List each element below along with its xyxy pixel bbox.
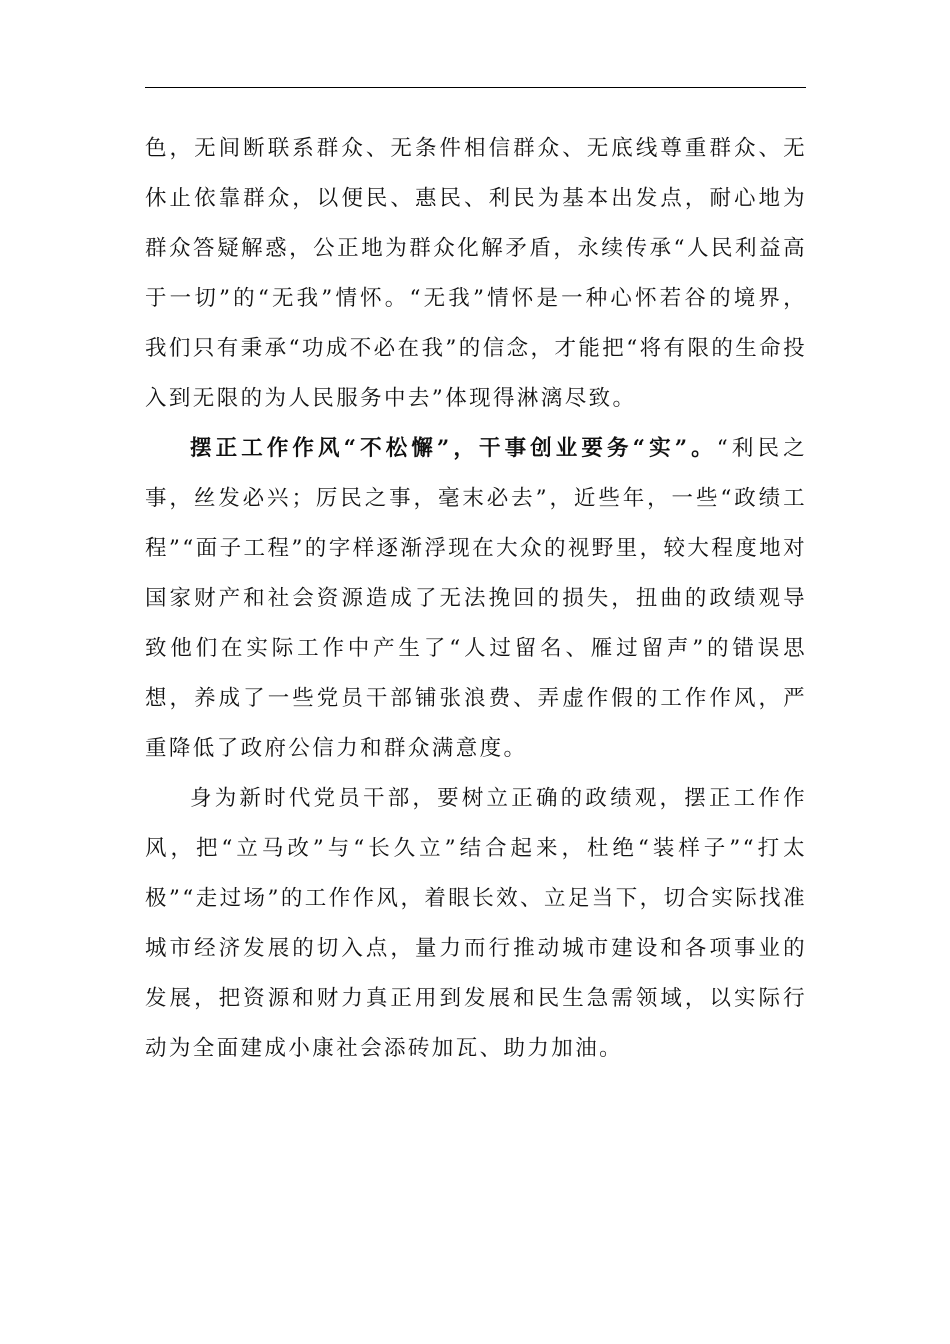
- document-body: [145, 124, 807, 1074]
- paragraph-lead-heading: 摆正工作作风“不松懈”，干事创业要务“实”。: [190, 436, 717, 461]
- paragraph-text: 色，无间断联系群众、无条件相信群众、无底线尊重群众、无休止依靠群众，以便民、惠民、利民为基本出发点，耐心地为群众答疑解惑，公正地为群众化解矛盾，永续传承“人民利益高于一切”的“无我”情怀。“无我”情怀是一种心怀若谷的境界，我们只有秉承“功成不必在我”的信念，才能把“将有限的生命投入到无限的为人民服务中去”体现得淋漓尽致。: [145, 136, 807, 411]
- paragraph-text: “利民之事，丝发必兴；厉民之事，毫末必去”，近些年，一些“政绩工程”“面子工程”的字样逐渐浮现在大众的视野里，较大程度地对国家财产和社会资源造成了无法挽回的损失，扭曲的政绩观导致他们在实际工作中产生了“人过留名、雁过留声”的错误思想，养成了一些党员干部铺张浪费、弄虚作假的工作作风，严重降低了政府公信力和群众满意度。: [145, 436, 807, 761]
- header-rule: [145, 87, 806, 88]
- paragraph-new-era-cadre: [145, 774, 807, 1074]
- paragraph-continued: [145, 124, 807, 424]
- paragraph-work-style: [145, 424, 807, 774]
- paragraph-text: 身为新时代党员干部，要树立正确的政绩观，摆正工作作风，把“立马改”与“长久立”结合起来，杜绝“装样子”“打太极”“走过场”的工作作风，着眼长效、立足当下，切合实际找准城市经济发展的切入点，量力而行推动城市建设和各项事业的发展，把资源和财力真正用到发展和民生急需领域，以实际行动为全面建成小康社会添砖加瓦、助力加油。: [145, 786, 807, 1061]
